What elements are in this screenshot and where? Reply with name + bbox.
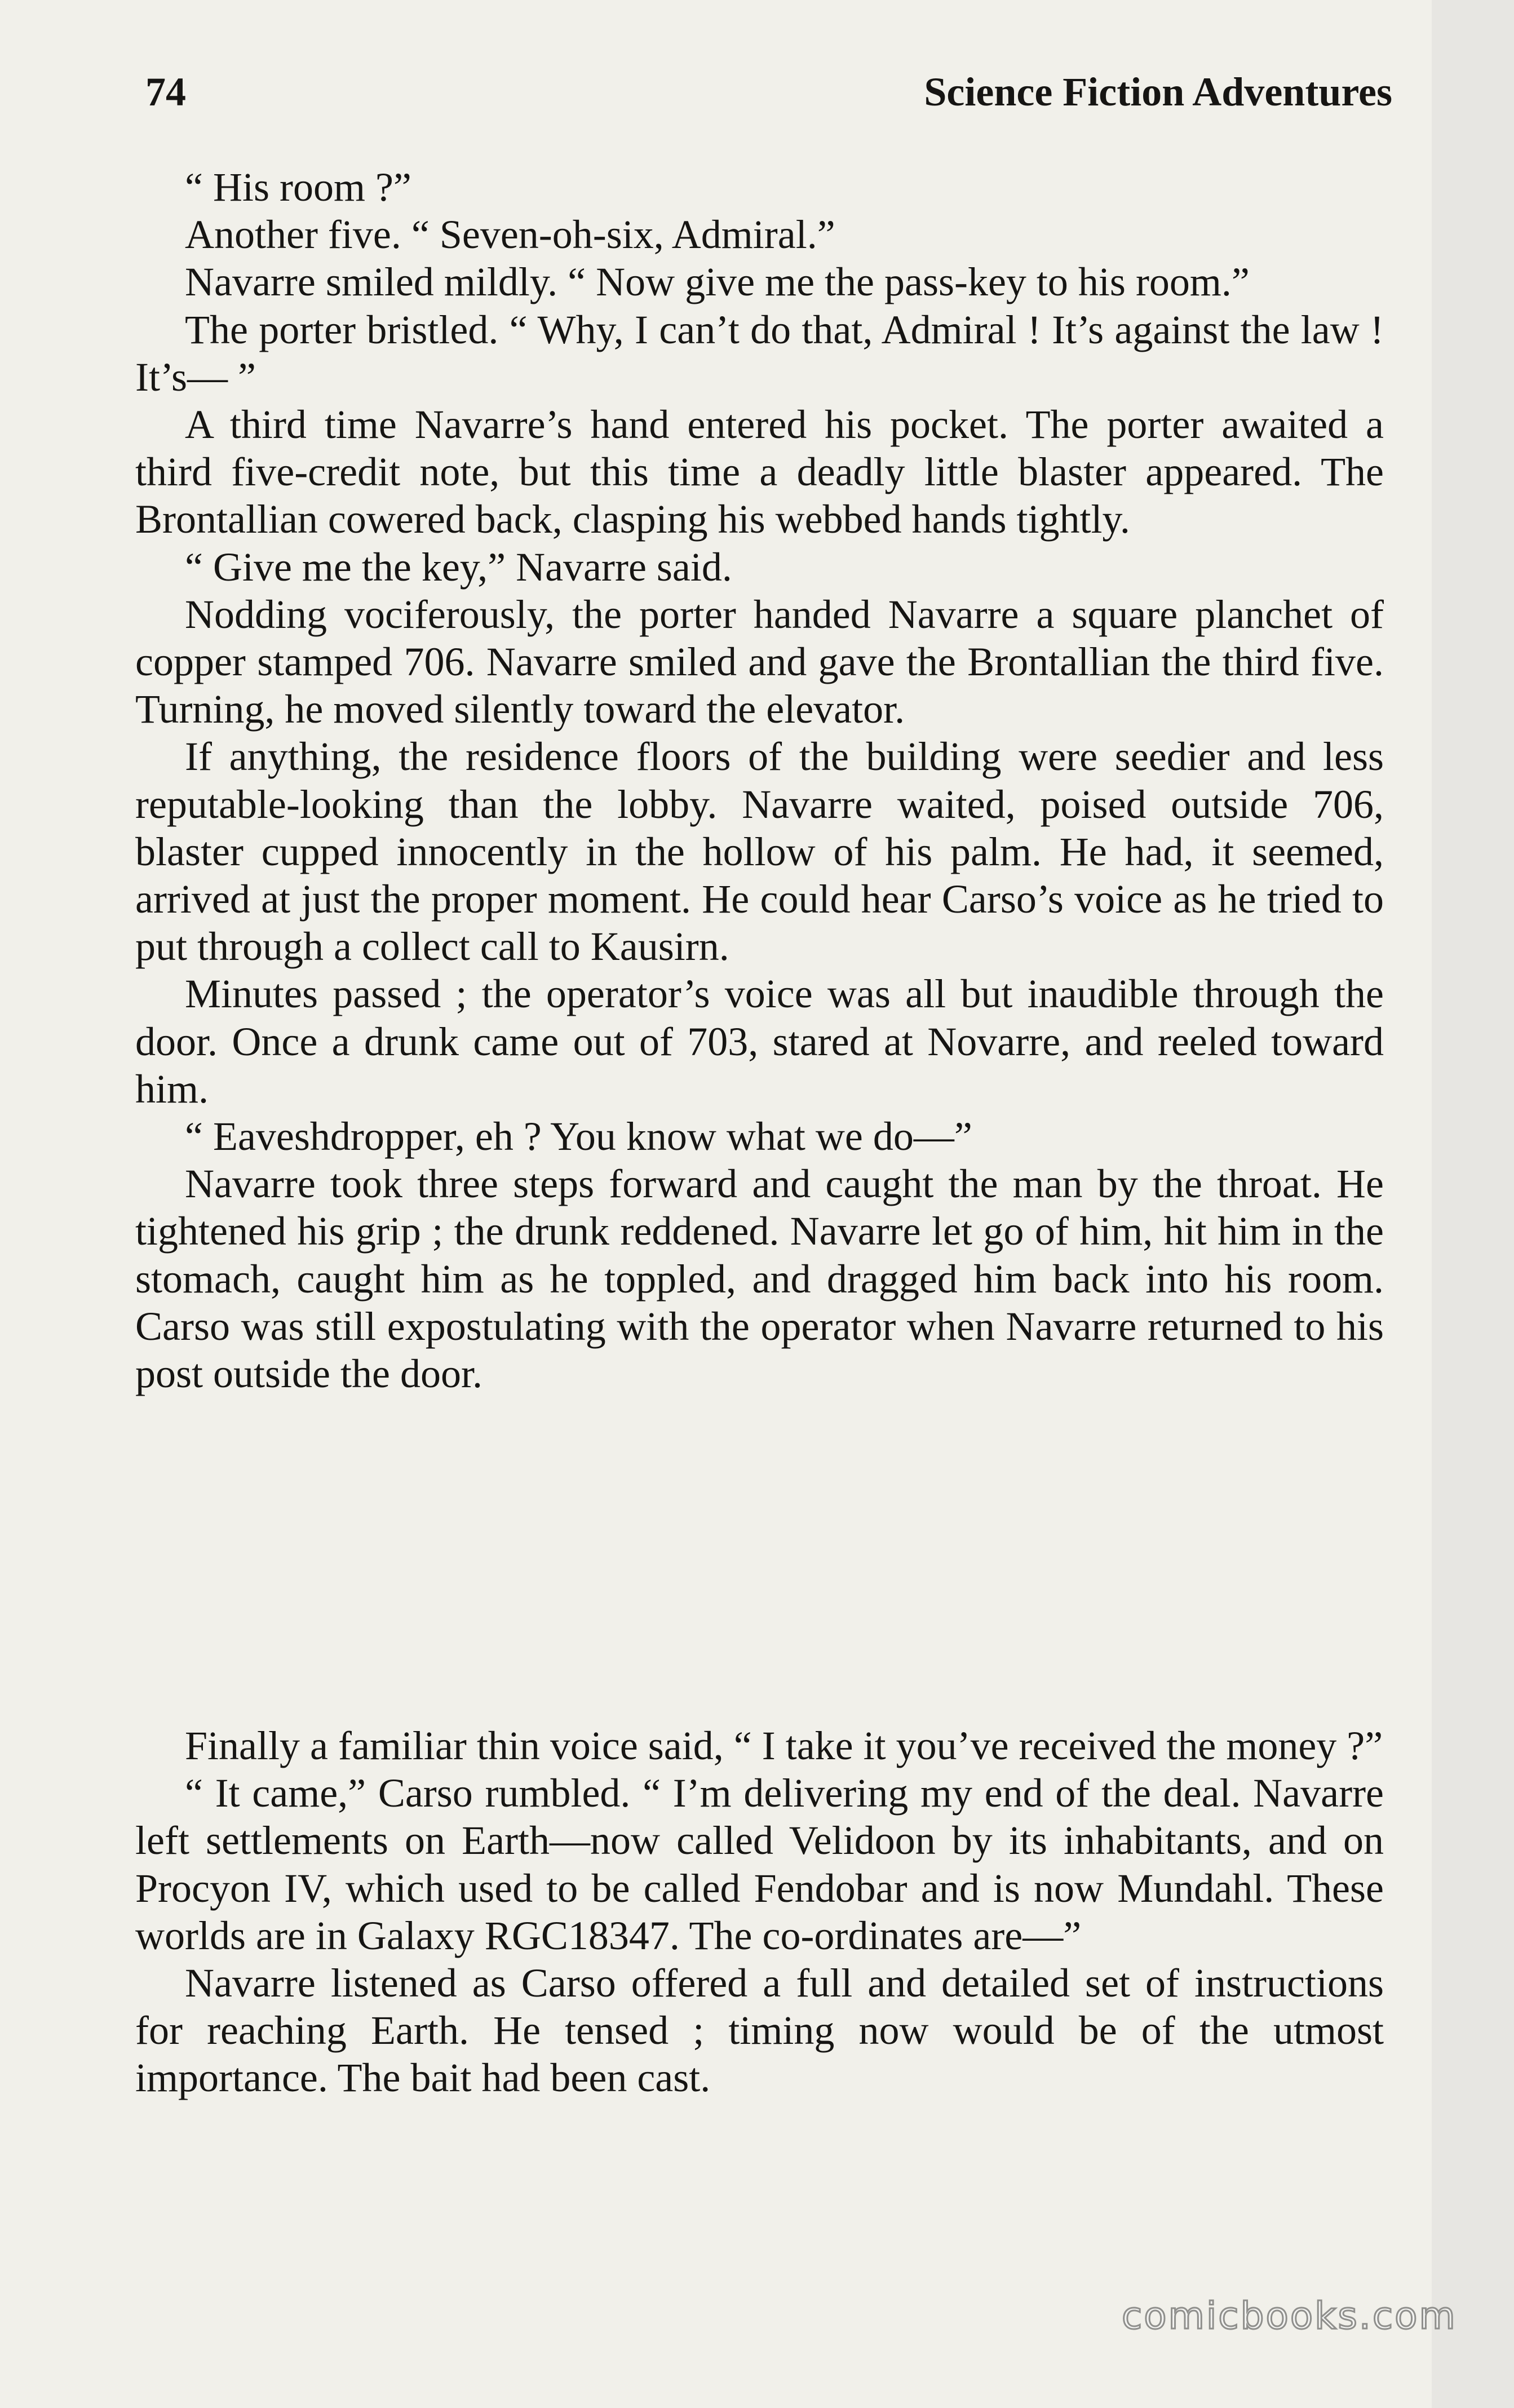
paragraph: If anything, the residence floors of the building were seedier and less reputable-looking than the lobby. Navarre waited, poised outside 706, blaster cupped innocently in the hollow of his palm. He had, it seemed, arrived at just the proper moment. He could hear Carso’s voice as he tried to put through a collect call to Kausirn. [135, 734, 1384, 970]
paragraph: Another five. “ Seven-oh-six, Admiral.” [185, 212, 835, 258]
paragraph: Minutes passed ; the operator’s voice was all but inaudible through the door. Once a drunk came out of 703, stared at Novarre, and reeled toward him. [135, 971, 1384, 1112]
paragraph: “ Give me the key,” Navarre said. [185, 544, 732, 590]
paragraph: Nodding vociferously, the porter handed Navarre a square planchet of copper stamped 706. Navarre smiled and gave the Brontallian the third five. Turning, he moved silently toward the elevator. [135, 591, 1384, 732]
story-section-2 [135, 1722, 1384, 2102]
page-number: 74 [145, 69, 186, 114]
running-title: Science Fiction Adventures [924, 69, 1392, 114]
paragraph: “ It came,” Carso rumbled. “ I’m delivering my end of the deal. Navarre left settlements on Earth—now called Velidoon by its inhabitants, and on Procyon IV, which used to be called Fendobar and is now Mundahl. These worlds are in Galaxy RGC18347. The co-ordinates are—” [135, 1770, 1384, 1958]
story-section-1 [135, 163, 1384, 1397]
watermark-logo: comicbooks.com [1122, 2294, 1457, 2338]
paragraph: “ Eaveshdropper, eh ? You know what we do—” [185, 1114, 972, 1159]
page-header [145, 69, 1392, 131]
paragraph: A third time Navarre’s hand entered his pocket. The porter awaited a third five-credit note, but this time a deadly little blaster appeared. The Brontallian cowered back, clasping his webbed hands tightly. [135, 402, 1384, 542]
paragraph: Navarre took three steps forward and caught the man by the throat. He tightened his grip ; the drunk reddened. Navarre let go of him, hit him in the stomach, caught him as he toppled, and dragged him back into his room. Carso was still expostulating with the operator when Navarre returned to his post outside the door. [135, 1161, 1384, 1397]
paragraph: Finally a familiar thin voice said, “ I take it you’ve received the money ?” [185, 1723, 1383, 1768]
paragraph: “ His room ?” [185, 165, 411, 210]
paragraph: The porter bristled. “ Why, I can’t do that, Admiral ! It’s against the law ! It’s— ” [135, 307, 1384, 400]
paragraph: Navarre smiled mildly. “ Now give me the pass-key to his room.” [185, 259, 1250, 305]
paragraph: Navarre listened as Carso offered a full and detailed set of instructions for reaching Earth. He tensed ; timing now would be of the utmost importance. The bait had been cast. [135, 1960, 1384, 2101]
scan-edge-strip [1432, 0, 1514, 2408]
